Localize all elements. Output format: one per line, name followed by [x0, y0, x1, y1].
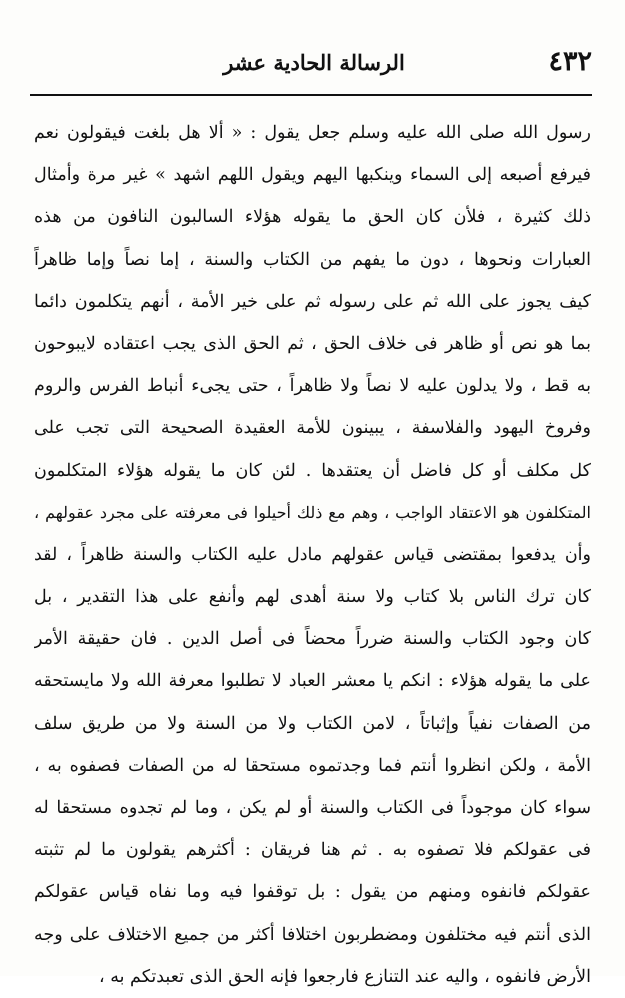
text-line: الأرض فانفوه ، واليه عند التنازع فارجعوا فإنه الحق الذى تعبدتكم به ،: [99, 966, 591, 987]
body-text: [34, 112, 591, 998]
page-number: ٤٣٢: [548, 46, 592, 77]
header-divider: [30, 94, 592, 96]
text-line: الأمة ، ولكن انظروا أنتم فما وجدتموه مستحقا له من الصفات فصفوه به ،: [34, 755, 591, 776]
text-line: عقولكم فانفوه ومنهم من يقول : بل توقفوا فيه وما نفاه قياس عقولكم: [34, 882, 591, 903]
text-line: به قط ، ولا يدلون عليه لا نصاً ولا ظاهراً ، حتى يجىء أنباط الفرس والروم: [34, 376, 591, 397]
text-line: وأن يدفعوا بمقتضى قياس عقولهم مادل عليه الكتاب والسنة ظاهراً ، لقد: [34, 544, 591, 565]
text-line: فيرفع أصبعه إلى السماء وينكبها اليهم ويقول اللهم اشهد » غير مرة وأمثال: [34, 165, 591, 186]
text-line: بما هو نص أو ظاهر فى خلاف الحق ، ثم الحق الذى يجب اعتقاده لايبوحون: [34, 333, 591, 354]
running-title: الرسالة الحادية عشر: [223, 50, 405, 75]
text-line: ذلك كثيرة ، فلأن كان الحق ما يقوله هؤلاء السالبون النافون من هذه: [34, 207, 591, 228]
text-line: العبارات ونحوها ، دون ما يفهم من الكتاب والسنة ، إما نصاً وإما ظاهراً: [34, 249, 591, 270]
text-line: كان ترك الناس بلا كتاب ولا سنة أهدى لهم وأنفع على هذا التقدير ، بل: [34, 587, 591, 608]
text-line: المتكلفون هو الاعتقاد الواجب ، وهم مع ذلك أحيلوا فى معرفته على مجرد عقولهم ،: [34, 502, 591, 522]
text-line: كيف يجوز على الله ثم على رسوله ثم على خير الأمة ، أنهم يتكلمون دائما: [34, 291, 591, 312]
text-line: سواء كان موجوداً فى الكتاب والسنة أو لم يكن ، وما لم تجدوه مستحقا له: [34, 798, 591, 818]
text-line: كل مكلف أو كل فاضل أن يعتقدها . لئن كان ما يقوله هؤلاء المتكلمون: [34, 460, 591, 481]
text-line: الذى أنتم فيه مختلفون ومضطربون اختلافا أكثر من جميع الاختلاف على وجه: [34, 924, 591, 945]
text-line: رسول الله صلى الله عليه وسلم جعل يقول : « ألا هل بلغت فيقولون نعم: [34, 123, 591, 143]
page-header: [28, 40, 600, 84]
text-line: من الصفات نفياً وإثباتاً ، لامن الكتاب ولا من السنة ولا من طريق سلف: [34, 713, 591, 734]
text-line: على ما يقوله هؤلاء : انكم يا معشر العباد لا تطلبوا معرفة الله ولا مايستحقه: [34, 671, 591, 692]
text-line: وفروخ اليهود والفلاسفة ، يبينون للأمة العقيدة الصحيحة التى تجب على: [34, 418, 591, 439]
text-line: كان وجود الكتاب والسنة ضرراً محضاً فى أصل الدين . فان حقيقة الأمر: [34, 629, 591, 650]
text-line: فى عقولكم فلا تصفوه به . ثم هنا فريقان : أكثرهم يقولون ما لم تثبته: [34, 840, 591, 861]
